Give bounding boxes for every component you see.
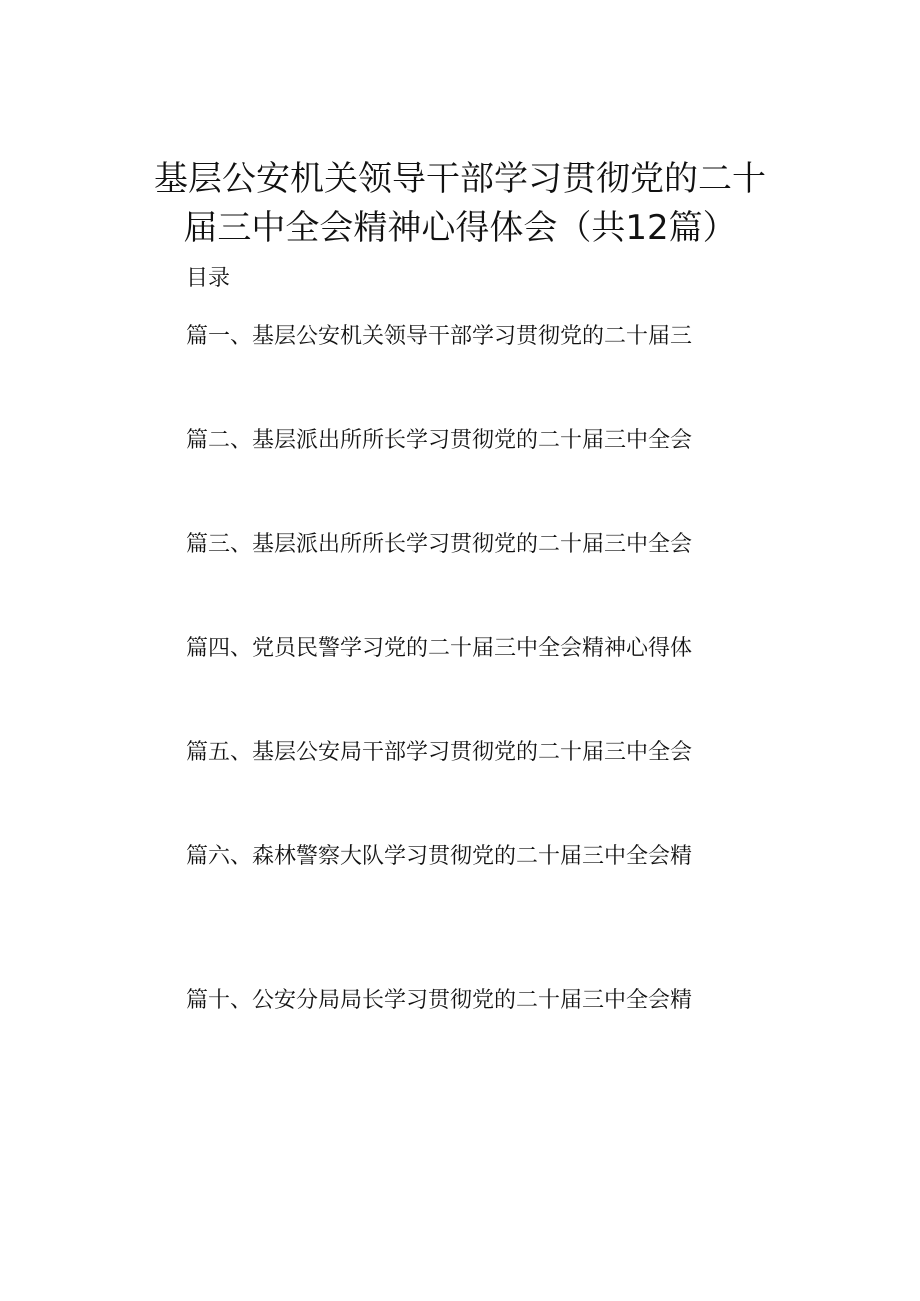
document-title [120,155,800,253]
toc-heading: 目录 [186,266,231,291]
toc-item-6[interactable]: 篇六、森林警察大队学习贯彻党的二十届三中全会精 [186,844,693,869]
toc-item-1[interactable]: 篇一、基层公安机关领导干部学习贯彻党的二十届三 [186,324,693,349]
toc-item-3[interactable]: 篇三、基层派出所所长学习贯彻党的二十届三中全会 [186,532,693,557]
toc-item-2[interactable]: 篇二、基层派出所所长学习贯彻党的二十届三中全会 [186,428,693,453]
toc-item-10[interactable]: 篇十、公安分局局长学习贯彻党的二十届三中全会精 [186,988,693,1013]
toc-item-5[interactable]: 篇五、基层公安局干部学习贯彻党的二十届三中全会 [186,740,693,765]
toc-item-4[interactable]: 篇四、党员民警学习党的二十届三中全会精神心得体 [186,636,693,661]
title-line-2: 届三中全会精神心得体会（共12篇） [183,207,737,248]
title-line-1: 基层公安机关领导干部学习贯彻党的二十 [154,158,766,199]
